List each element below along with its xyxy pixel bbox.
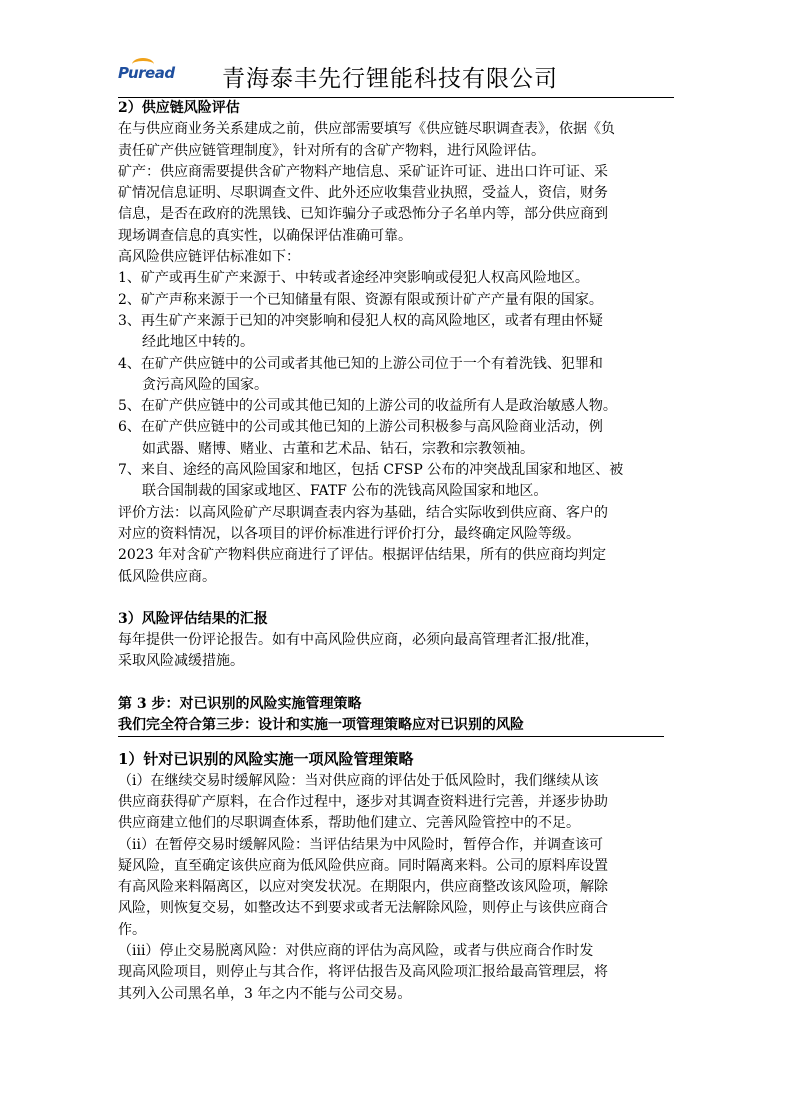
paragraph-line: 采取风险减缓措施。	[118, 653, 244, 670]
paragraph-line: 低风险供应商。	[118, 568, 216, 585]
company-logo	[118, 64, 175, 82]
paragraph-line: 现高风险项目，则停止与其合作，将评估报告及高风险项汇报给最高管理层，将	[118, 964, 608, 981]
list-item-continuation: 联合国制裁的国家或地区、FATF 公布的洗钱高风险国家和地区。	[142, 483, 548, 500]
paragraph-line: 现场调查信息的真实性，以确保评估准确可靠。	[118, 227, 412, 244]
paragraph-line: 其列入公司黑名单，3 年之内不能与公司交易。	[118, 985, 412, 1002]
logo-text: Puread	[118, 64, 175, 82]
step3-title: 第 3 步：对已识别的风险实施管理策略	[118, 695, 362, 712]
paragraph-line: 评价方法：以高风险矿产尽职调查表内容为基础，结合实际收到供应商、客户的	[118, 504, 608, 521]
paragraph-line: 对应的资料情况，以各项目的评价标准进行评价打分，最终确定风险等级。	[118, 525, 580, 542]
strategy-paragraph	[118, 771, 678, 1005]
section-title-report: 3）风险评估结果的汇报	[118, 610, 268, 627]
list-item: 3、再生矿产来源于已知的冲突影响和侵犯人权的高风险地区，或者有理由怀疑	[118, 312, 603, 329]
paragraph-line: 矿产：供应商需要提供含矿产物料产地信息、采矿证许可证、进出口许可证、采	[118, 163, 608, 180]
list-item-continuation: 如武器、赌博、赌业、古董和艺术品、钻石，宗教和宗教领袖。	[142, 440, 534, 457]
criteria-list	[118, 268, 678, 502]
paragraph-line: 每年提供一份评论报告。如有中高风险供应商，必须向最高管理者汇报/批准，	[118, 632, 599, 649]
company-name: 青海泰丰先行锂能科技有限公司	[222, 66, 558, 92]
paragraph-line: 矿情况信息证明、尽职调查文件、此外还应收集营业执照，受益人，资信，财务	[118, 185, 608, 202]
paragraph-line: （iii）停止交易脱离风险：对供应商的评估为高风险，或者与供应商合作时发	[118, 942, 594, 959]
step3-compliance: 我们完全符合第三步：设计和实施一项管理策略应对已识别的风险	[118, 715, 664, 737]
list-item: 7、来自、途经的高风险国家和地区，包括 CFSP 公布的冲突战乱国家和地区、被	[118, 462, 624, 479]
paragraph-line: 在与供应商业务关系建成之前，供应部需要填写《供应链尽职调查表》，依据《负	[118, 121, 615, 138]
list-item: 6、在矿产供应链中的公司或其他已知的上游公司积极参与高风险商业活动，例	[118, 419, 603, 436]
list-item: 2、矿产声称来源于一个已知储量有限、资源有限或预计矿产产量有限的国家。	[118, 291, 603, 308]
paragraph-line: 疑风险，直至确定该供应商为低风险供应商。同时隔离来料。公司的原料库设置	[118, 857, 608, 874]
paragraph-line: 供应商获得矿产原料，在合作过程中，逐步对其调查资料进行完善，并逐步协助	[118, 793, 608, 810]
paragraph-line: （i）在继续交易时缓解风险：当对供应商的评估处于低风险时，我们继续从该	[118, 772, 599, 789]
paragraph-line: 2023 年对含矿产物料供应商进行了评估。根据评估结果，所有的供应商均判定	[118, 547, 607, 564]
paragraph-line: 风险，则恢复交易，如整改达不到要求或者无法解除风险，则停止与该供应商合	[118, 900, 608, 917]
logo-arc-icon	[132, 58, 154, 71]
paragraph-line: 高风险供应链评估标准如下：	[118, 249, 300, 266]
list-item: 1、矿产或再生矿产来源于、中转或者途经冲突影响或侵犯人权高风险地区。	[118, 270, 589, 287]
list-item: 4、在矿产供应链中的公司或者其他已知的上游公司位于一个有着洗钱、犯罪和	[118, 355, 603, 372]
paragraph-line: 有高风险来料隔离区，以应对突发状况。在期限内，供应商整改该风险项，解除	[118, 879, 608, 896]
paragraph-line: 作。	[118, 921, 146, 938]
supply-chain-intro	[118, 119, 678, 268]
section-title-strategy: 1）针对已识别的风险实施一项风险管理策略	[118, 750, 414, 769]
list-item: 5、在矿产供应链中的公司或其他已知的上游公司的收益所有人是政治敏感人物。	[118, 398, 617, 415]
list-item-continuation: 贪污高风险的国家。	[142, 376, 268, 393]
page-header	[118, 58, 674, 98]
paragraph-line: （ii）在暂停交易时缓解风险：当评估结果为中风险时，暂停合作，并调查该可	[118, 836, 603, 853]
paragraph-line: 供应商建立他们的尽职调查体系，帮助他们建立、完善风险管控中的不足。	[118, 815, 580, 832]
document-body	[118, 98, 678, 1005]
list-item-continuation: 经此地区中转的。	[142, 334, 254, 351]
paragraph-line: 责任矿产供应链管理制度》，针对所有的含矿产物料，进行风险评估。	[118, 142, 545, 159]
evaluation-paragraph	[118, 503, 678, 588]
paragraph-line: 信息，是否在政府的洗黑钱、已知诈骗分子或恐怖分子名单内等，部分供应商到	[118, 206, 608, 223]
section-title-supply-chain: 2）供应链风险评估	[118, 100, 240, 116]
